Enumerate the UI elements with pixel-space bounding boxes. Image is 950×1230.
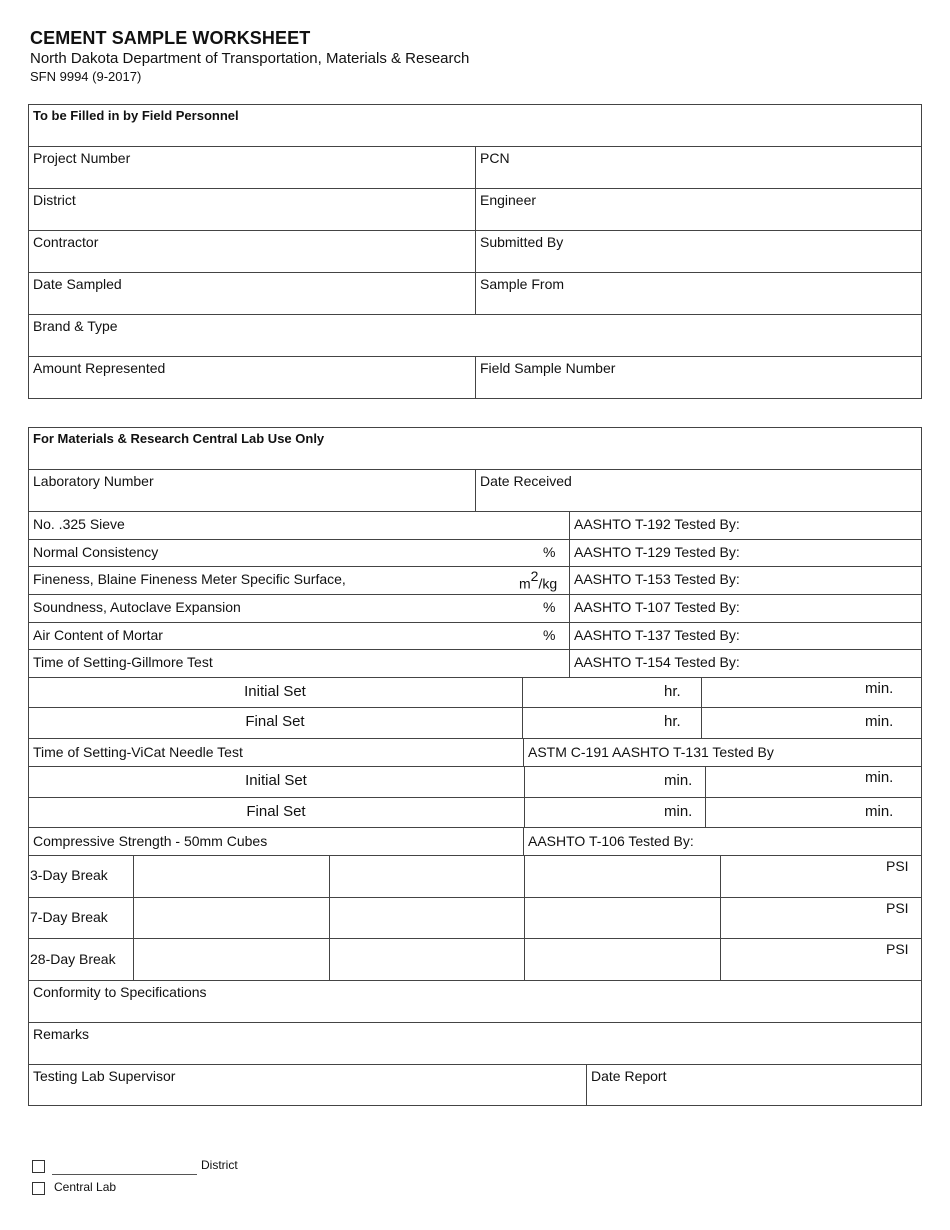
- laboratory-number-label: Laboratory Number: [33, 473, 154, 489]
- break-7-day-label: 7-Day Break: [30, 909, 108, 925]
- compressive-label: Compressive Strength - 50mm Cubes: [33, 833, 268, 849]
- fineness-unit: $m^2/kg$: [519, 568, 558, 592]
- vicat-final-min-unit-2: min.: [865, 803, 894, 820]
- fineness-label: Fineness, Blaine Fineness Meter Specific Surface,: [33, 571, 346, 587]
- lab-section-heading: For Materials & Research Central Lab Use Only: [33, 431, 325, 446]
- central-lab-checkbox-label: Central Lab: [54, 1180, 117, 1194]
- submitted-by-field[interactable]: [476, 231, 921, 272]
- vicat-final-set-label: Final Set: [246, 803, 306, 820]
- break-28-day-cell-1[interactable]: [134, 939, 329, 980]
- soundness-unit: %: [543, 599, 556, 615]
- conformity-field[interactable]: [29, 981, 921, 1022]
- date-sampled-field[interactable]: [29, 273, 475, 314]
- sieve-label: No. .325 Sieve: [33, 516, 125, 532]
- date-sampled-label: Date Sampled: [33, 276, 122, 292]
- district-field[interactable]: [29, 189, 475, 230]
- brand-type-label: Brand & Type: [33, 318, 118, 334]
- sieve-field[interactable]: [29, 512, 569, 539]
- amount-represented-field[interactable]: [29, 357, 475, 398]
- break-3-day-cell-1[interactable]: [134, 856, 329, 897]
- field-sample-number-field[interactable]: [476, 357, 921, 398]
- contractor-label: Contractor: [33, 234, 99, 250]
- engineer-field[interactable]: [476, 189, 921, 230]
- gillmore-final-hr-unit: hr.: [664, 713, 681, 730]
- break-7-day-cell-2[interactable]: [330, 898, 524, 938]
- conformity-label: Conformity to Specifications: [33, 984, 207, 1000]
- break-7-day-psi-unit: PSI: [886, 900, 909, 916]
- fineness-tested-by-label: AASHTO T-153 Tested By:: [574, 571, 740, 587]
- field-sample-number-label: Field Sample Number: [480, 360, 616, 376]
- break-7-day-cell-1[interactable]: [134, 898, 329, 938]
- compressive-tested-by-label: AASHTO T-106 Tested By:: [528, 833, 694, 849]
- normal-consistency-label: Normal Consistency: [33, 544, 159, 560]
- vicat-final-min-unit-1: min.: [664, 803, 693, 820]
- contractor-field[interactable]: [29, 231, 475, 272]
- supervisor-field[interactable]: [29, 1065, 586, 1105]
- break-28-day-cell-2[interactable]: [330, 939, 524, 980]
- form-title: CEMENT SAMPLE WORKSHEET: [30, 28, 311, 48]
- amount-represented-label: Amount Represented: [33, 360, 166, 376]
- vicat-initial-set-label: Initial Set: [245, 772, 307, 789]
- submitted-by-label: Submitted By: [480, 234, 564, 250]
- break-28-day-psi-unit: PSI: [886, 941, 909, 957]
- district-line[interactable]: [52, 1174, 197, 1175]
- date-report-field[interactable]: [587, 1065, 921, 1105]
- agency-name: North Dakota Department of Transportation, Materials & Research: [30, 50, 470, 67]
- project-number-label: Project Number: [33, 150, 131, 166]
- form-number: SFN 9994 (9-2017): [30, 69, 142, 84]
- normal-consistency-unit: %: [543, 544, 556, 560]
- district-label: District: [33, 192, 76, 208]
- break-3-day-label: 3-Day Break: [30, 867, 108, 883]
- gillmore-tested-by-label: AASHTO T-154 Tested By:: [574, 654, 740, 670]
- break-3-day-cell-3[interactable]: [525, 856, 720, 897]
- field-section-heading: To be Filled in by Field Personnel: [33, 108, 239, 123]
- vicat-initial-min-unit-1: min.: [664, 772, 693, 789]
- vicat-label: Time of Setting-ViCat Needle Test: [33, 744, 243, 760]
- remarks-label: Remarks: [33, 1026, 90, 1042]
- date-received-field[interactable]: [476, 470, 921, 511]
- air-content-tested-by-label: AASHTO T-137 Tested By:: [574, 627, 740, 643]
- central-lab-checkbox[interactable]: [32, 1182, 45, 1195]
- break-3-day-cell-2[interactable]: [330, 856, 524, 897]
- pcn-label: PCN: [480, 150, 510, 166]
- gillmore-initial-min-unit: min.: [865, 680, 894, 697]
- sieve-tested-by-label: AASHTO T-192 Tested By:: [574, 516, 740, 532]
- pcn-field[interactable]: [476, 147, 921, 188]
- sample-from-label: Sample From: [480, 276, 565, 292]
- project-number-field[interactable]: [29, 147, 475, 188]
- break-3-day-psi-unit: PSI: [886, 858, 909, 874]
- date-received-label: Date Received: [480, 473, 572, 489]
- soundness-label: Soundness, Autoclave Expansion: [33, 599, 241, 615]
- gillmore-label: Time of Setting-Gillmore Test: [33, 654, 213, 670]
- engineer-label: Engineer: [480, 192, 537, 208]
- gillmore-final-set-label: Final Set: [245, 713, 305, 730]
- air-content-field[interactable]: [170, 623, 530, 649]
- break-28-day-cell-3[interactable]: [525, 939, 720, 980]
- remarks-field[interactable]: [29, 1023, 921, 1064]
- sample-from-field[interactable]: [476, 273, 921, 314]
- brand-type-field[interactable]: [29, 315, 921, 356]
- vicat-tested-by-label: ASTM C-191 AASHTO T-131 Tested By: [528, 744, 774, 760]
- gillmore-initial-set-label: Initial Set: [244, 683, 306, 700]
- fineness-field[interactable]: [350, 567, 510, 594]
- break-7-day-cell-3[interactable]: [525, 898, 720, 938]
- soundness-tested-by-label: AASHTO T-107 Tested By:: [574, 599, 740, 615]
- air-content-unit: %: [543, 627, 556, 643]
- normal-consistency-tested-by-label: AASHTO T-129 Tested By:: [574, 544, 740, 560]
- laboratory-number-field[interactable]: [29, 470, 475, 511]
- district-checkbox-label: District: [201, 1158, 238, 1172]
- break-28-day-label: 28-Day Break: [30, 951, 116, 967]
- gillmore-initial-hr-unit: hr.: [664, 683, 681, 700]
- date-report-label: Date Report: [591, 1068, 667, 1084]
- vicat-initial-min-unit-2: min.: [865, 769, 894, 786]
- normal-consistency-field[interactable]: [29, 540, 539, 566]
- air-content-label: Air Content of Mortar: [33, 627, 163, 643]
- supervisor-label: Testing Lab Supervisor: [33, 1068, 176, 1084]
- gillmore-final-min-unit: min.: [865, 713, 894, 730]
- district-checkbox[interactable]: [32, 1160, 45, 1173]
- soundness-field[interactable]: [250, 595, 530, 622]
